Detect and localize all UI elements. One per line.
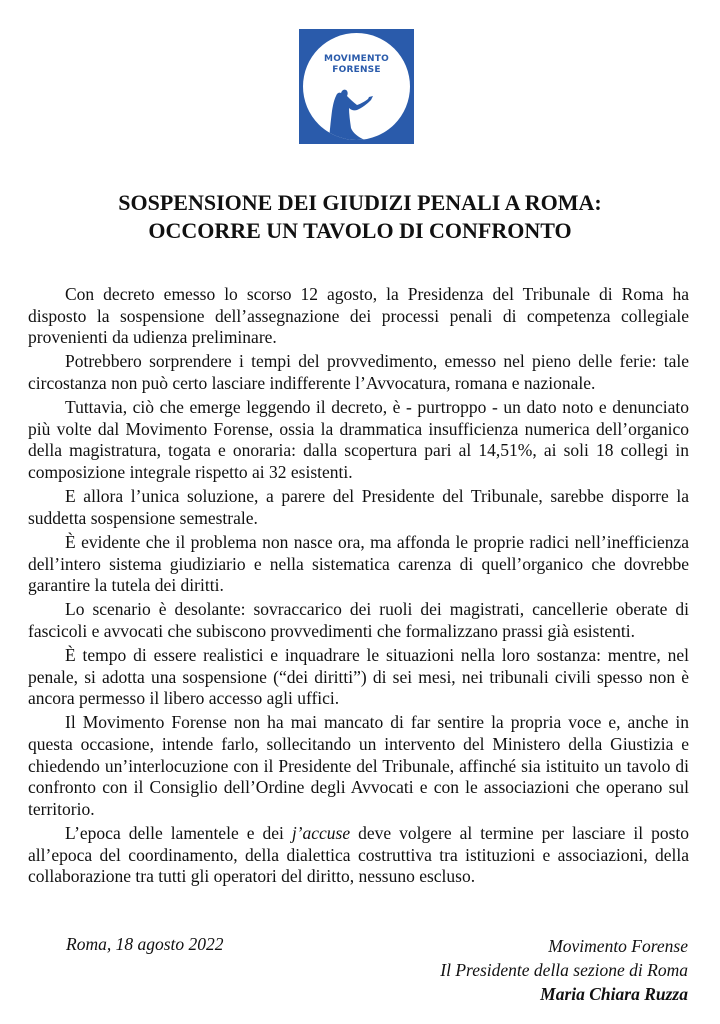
logo-line-1: MOVIMENTO: [324, 54, 389, 64]
paragraph: [28, 823, 689, 888]
statue-figure-icon: [303, 33, 410, 140]
logo: [299, 29, 414, 144]
paragraph: È evidente che il problema non nasce ora, ma affonda le proprie radici nell’inefficienza dell’intero sistema giudiziario e nella sistematica carenza di quell’organico che dovrebbe garantire la tutela dei diritti.: [28, 531, 689, 596]
paragraph: È tempo di essere realistici e inquadrare le situazioni nella loro sostanza: mentre, nel penale, si adotta una sospensione (“dei diritti”) di sei mesi, nei tribunali civili spesso non è ancora permesso il libero accesso agli uffici.: [28, 645, 689, 709]
logo-circle: [303, 33, 410, 140]
logo-line-2: FORENSE: [332, 65, 381, 75]
paragraph-text: L’epoca delle lamentele e dei: [65, 823, 292, 843]
title-line-1: SOSPENSIONE DEI GIUDIZI PENALI A ROMA:: [118, 190, 602, 215]
paragraph: Potrebbero sorprendere i tempi del provvedimento, emesso nel pieno delle ferie: tale circostanza non può certo lasciare indifferente l’Avvocatura, romana e nazionale.: [28, 351, 689, 393]
paragraph: Lo scenario è desolante: sovraccarico dei ruoli dei magistrati, cancellerie oberate di fascicoli e avvocati che subiscono provvedimenti che formalizzano prassi già esistenti.: [28, 599, 689, 641]
paragraph: E allora l’unica soluzione, a parere del Presidente del Tribunale, sarebbe disporre la suddetta sospensione semestrale.: [28, 486, 689, 528]
signature-name: Maria Chiara Ruzza: [540, 984, 688, 1004]
paragraph: Con decreto emesso lo scorso 12 agosto, la Presidenza del Tribunale di Roma ha disposto la sospensione dell’assegnazione dei processi penali di competenza collegiale provenienti da udienza preliminare.: [28, 284, 689, 348]
signature-org: Movimento Forense: [548, 936, 688, 956]
document-body: [28, 284, 689, 890]
paragraph-italic: j’accuse: [291, 823, 351, 843]
document-title: [40, 189, 680, 245]
title-line-2: OCCORRE UN TAVOLO DI CONFRONTO: [148, 218, 572, 243]
paragraph-text: deve volgere al termine per lasciare il posto all’epoca del coordinamento, della dialettica costruttiva tra istituzioni e associazioni, della collaborazione tra tutti gli operatori del diritto, nessuno escluso.: [28, 823, 690, 887]
paragraph: Il Movimento Forense non ha mai mancato di far sentire la propria voce e, anche in questa occasione, intende farlo, sollecitando un intervento del Ministero della Giustizia e chiedendo un’interlocuzione con il Presidente del Tribunale, affinché sia istituito un tavolo di confronto con il Consiglio dell’Ordine degli Avvocati e con le associazioni che operano sul territorio.: [28, 712, 689, 819]
signature-role: Il Presidente della sezione di Roma: [440, 960, 688, 980]
paragraph: Tuttavia, ciò che emerge leggendo il decreto, è - purtroppo - un dato noto e denunciato più volte dal Movimento Forense, ossia la drammatica insufficienza numerica dell’organico della magistratura, togata e onoraria: dalla scopertura pari al 14,51%, ai soli 18 collegi in composizione integrale rispetto ai 32 esistenti.: [28, 397, 689, 482]
signature-block: [440, 934, 688, 1006]
document-date: Roma, 18 agosto 2022: [66, 934, 224, 954]
